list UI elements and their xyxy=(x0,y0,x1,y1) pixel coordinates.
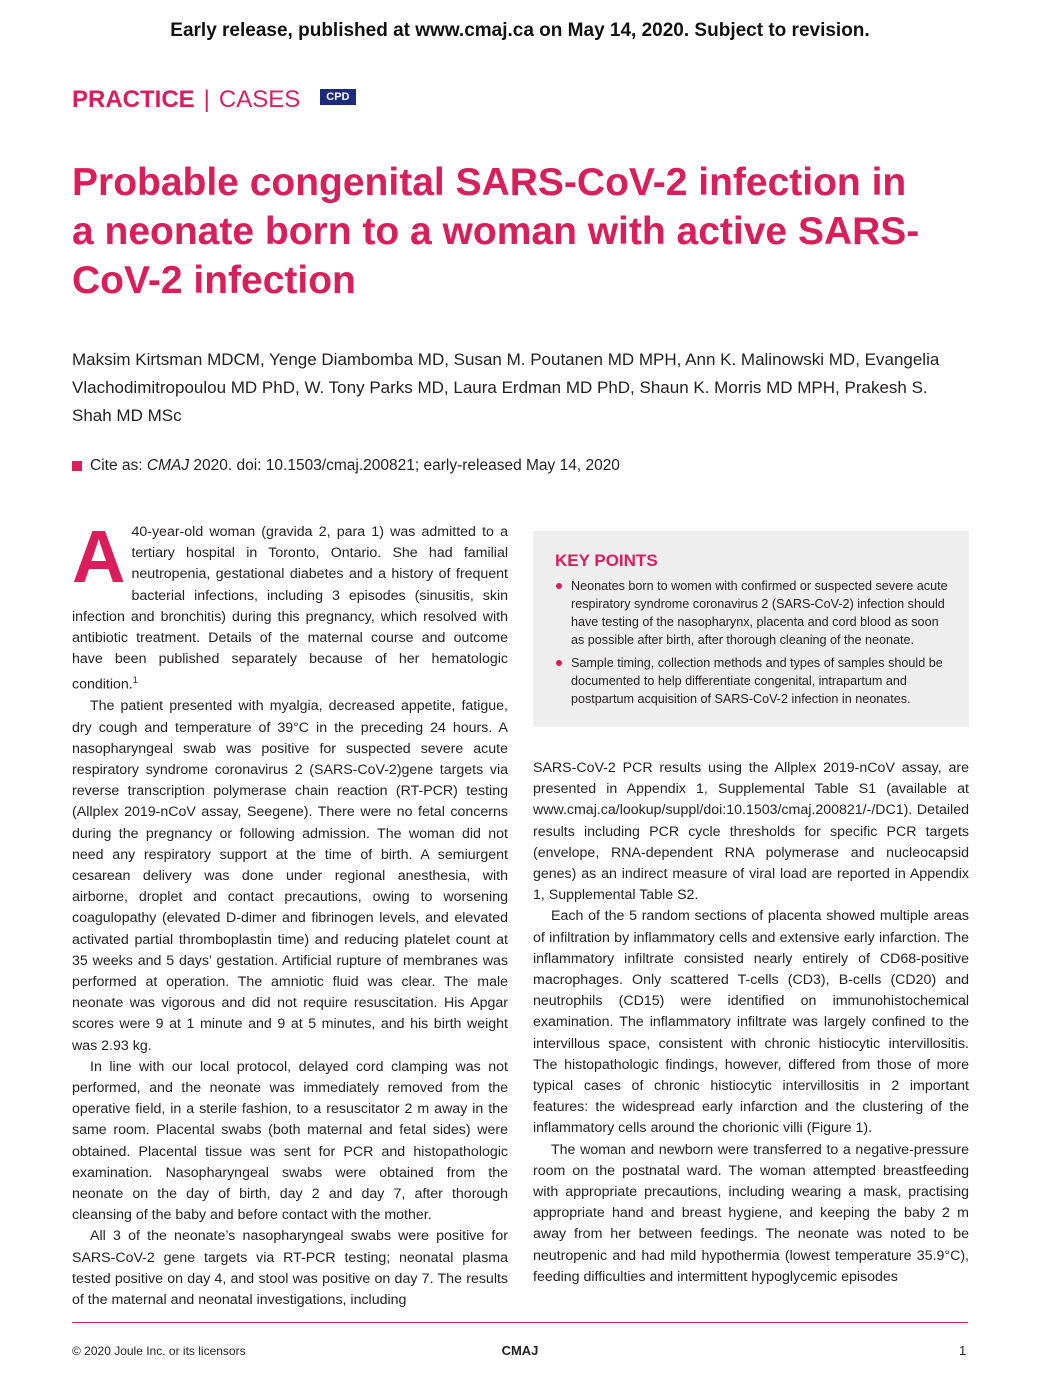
footer-journal: CMAJ xyxy=(501,1343,539,1358)
key-points-list xyxy=(555,577,951,713)
body-column-left xyxy=(72,515,508,1309)
key-point-item xyxy=(555,654,951,708)
bullet-icon xyxy=(556,583,562,589)
body-paragraph: All 3 of the neonate’s nasopharyngeal swabs were positive for SARS-CoV-2 gene targets via RT-PCR testing; neonatal plasma tested positive on day 4, and stool was positive on day 7. The results of the maternal and neonatal investigations, including xyxy=(72,1228,508,1309)
cite-journal: CMAJ xyxy=(146,457,190,474)
section-header xyxy=(72,86,356,114)
key-points-title: KEY POINTS xyxy=(555,551,658,570)
body-paragraph: The patient presented with myalgia, decreased appetite, fatigue, dry cough and temperature of 39°C in the preceding 24 hours. A nasopharyngeal swab was positive for suspected severe acute respiratory syndrome coronavirus 2 (SARS-CoV-2)gene targets via reverse transcription polymerase chain reaction (RT-PCR) testing (Allplex 2019-nCoV assay, Seegene). There were no fetal concerns during the pregnancy or following admission. The woman did not need any respiratory support at the time of birth. A semiurgent cesarean delivery was done under regional anesthesia, with airborne, droplet and contact precautions, owing to worsening coagulopathy (elevated D-dimer and fibrinogen levels, and elevated activated partial thromboplastin time) and reducing platelet count at 35 weeks and 5 days’ gestation. Artificial rupture of membranes was performed at operation. The amniotic fluid was clear. The male neonate was vigorous and did not require resuscitation. His Apgar scores were 9 at 1 minute and 9 at 5 minutes, and his birth weight was 2.93 kg. xyxy=(72,698,508,1054)
cite-details: 2020. doi: 10.1503/cmaj.200821; early-released May 14, 2020 xyxy=(193,457,620,474)
page-number: 1 xyxy=(959,1343,967,1358)
body-column-right xyxy=(533,758,969,1292)
body-paragraph xyxy=(72,515,508,696)
paragraph-text: 40-year-old woman (gravida 2, para 1) was admitted to a tertiary hospital in Toronto, Ontario. She had familial neutropenia, gestational diabetes and a history of frequent bacterial infections, including 3 episodes (sinusitis, skin infection and bronchitis) during this pregnancy, which resolved with antibiotic treatment. Details of the maternal course and outcome have been published separately because of her hematologic condition. xyxy=(72,524,508,694)
early-release-banner: Early release, published at www.cmaj.ca on May 14, 2020. Subject to revision. xyxy=(170,20,870,41)
body-paragraph: SARS-CoV-2 PCR results using the Allplex 2019-nCoV assay, are presented in Appendix 1, Supplemental Table S1 (available at www.cmaj.ca/lookup/suppl/doi:10.1503/cmaj.200821/-/DC1). Detailed results including PCR cycle thresholds for specific PCR targets (envelope, RNA-dependent RNA polymerase and nucleocapsid genes) as an indirect measure of viral load are reported in Appendix 1, Supplemental Table S2. xyxy=(533,760,969,904)
body-paragraph: The woman and newborn were transferred to a negative-pressure room on the postnatal ward. The woman attempted breastfeeding with appropriate precautions, including wearing a mask, practising appropriate hand and breast hygiene, and keeping the baby 2 m away from her between feedings. The neonate was noted to be neutropenic and had mild hypothermia (lowest temperature 35.9°C), feeding difficulties and intermittent hypoglycemic episodes xyxy=(533,1141,969,1285)
author-list: Maksim Kirtsman MDCM, Yenge Diambomba MD, Susan M. Poutanen MD MPH, Ann K. Malinowski MD, Evangelia Vlachodimitropoulou MD PhD, W. Tony Parks MD, Laura Erdman MD PhD, Shaun K. Morris MD MPH, Prakesh S. Shah MD MSc xyxy=(72,350,940,425)
citation xyxy=(72,457,620,475)
citation-square-icon xyxy=(72,461,82,471)
key-point-text: Sample timing, collection methods and types of samples should be documented to help differentiate congenital, intrapartum and postpartum acquisition of SARS-CoV-2 infection in neonates. xyxy=(571,656,943,706)
key-point-item xyxy=(555,577,951,649)
bullet-icon xyxy=(556,660,562,666)
reference-marker: 1 xyxy=(132,675,138,686)
section-secondary: CASES xyxy=(218,86,301,113)
key-point-text: Neonates born to women with confirmed or suspected severe acute respiratory syndrome coronavirus 2 (SARS-CoV-2) infection should have testing of the nasopharynx, placenta and cord blood as soon as possible after birth, after thorough cleaning of the neonate. xyxy=(571,579,948,647)
body-paragraph: Each of the 5 random sections of placenta showed multiple areas of infiltration by inflammatory cells and extensive early infarction. The inflammatory infiltrate consisted nearly entirely of CD68-positive macrophages. Only scattered T-cells (CD3), B-cells (CD20) and neutrophils (CD15) were identified on immunohistochemical examination. The inflammatory infiltrate was largely confined to the intervillous space, consistent with chronic histiocytic intervillositis. The histopathologic findings, however, differed from those of more typical cases of chronic histiocytic intervillositis in 2 important features: the widespread early infarction and the clustering of the inflammatory cells around the chorionic villi (Figure 1). xyxy=(533,908,969,1137)
key-points-box xyxy=(533,531,969,727)
drop-cap: A xyxy=(72,515,126,598)
footer-copyright: © 2020 Joule Inc. or its licensors xyxy=(72,1344,246,1358)
body-paragraph: In line with our local protocol, delayed cord clamping was not performed, and the neonate was immediately removed from the operative field, in a sterile fashion, to a resuscitator 2 m away in the same room. Placental swabs (both maternal and fetal sides) were obtained. Placental tissue was sent for PCR and histopathologic examination. Nasopharyngeal swabs were obtained from the neonate on the day of birth, day 2 and day 7, after thorough cleansing of the baby and before contact with the mother. xyxy=(72,1058,508,1224)
footer-divider xyxy=(72,1322,968,1323)
section-primary: PRACTICE xyxy=(72,86,195,113)
section-separator: | xyxy=(203,86,210,113)
cpd-badge: CPD xyxy=(320,89,355,105)
cite-label: Cite as: xyxy=(90,457,143,474)
article-title: Probable congenital SARS-CoV-2 infection in a neonate born to a woman with active SARS-CoV-2 infection xyxy=(72,161,920,302)
